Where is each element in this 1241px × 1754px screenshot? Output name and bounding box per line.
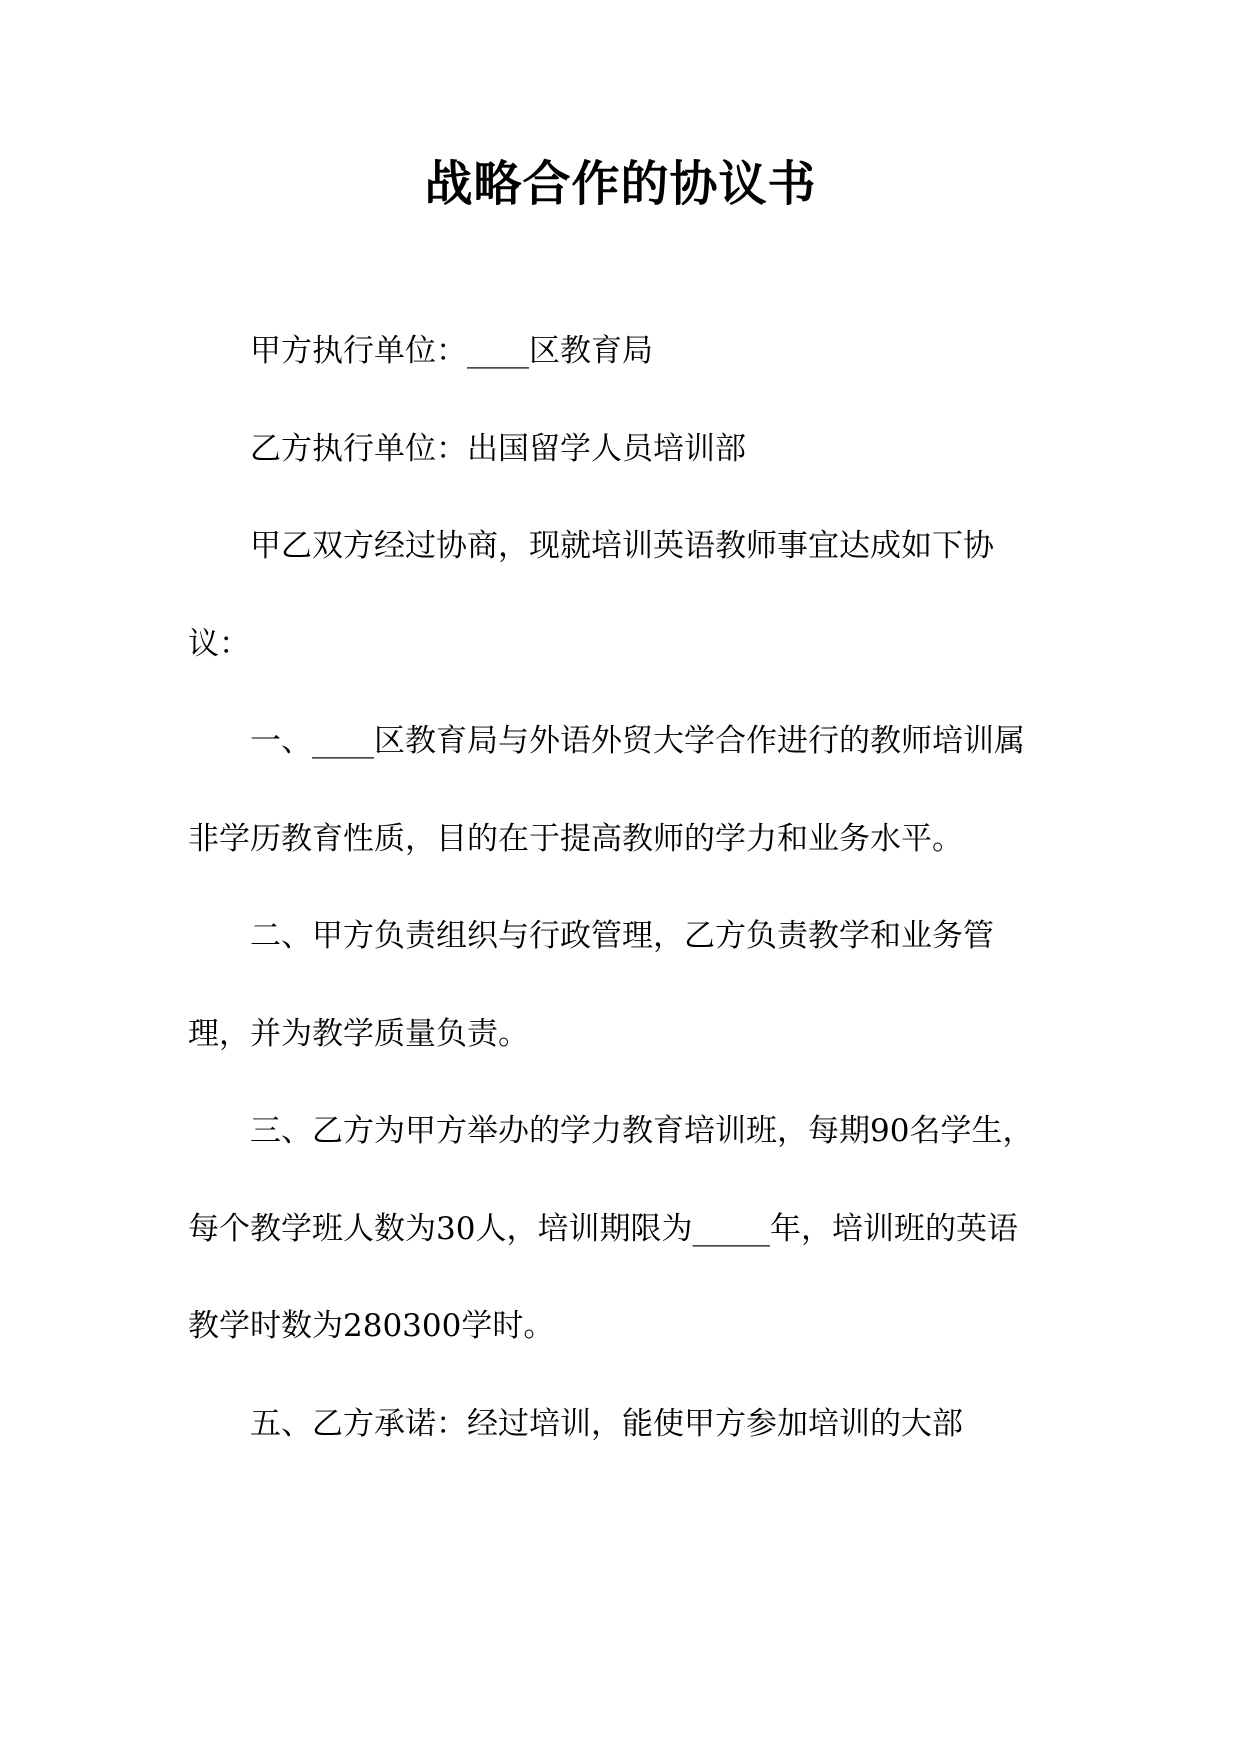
document-title: 战略合作的协议书 — [424, 156, 817, 212]
paragraph-clause-5: 五、乙方承诺：经过培训，能使甲方参加培训的大部 — [250, 1405, 963, 1442]
paragraph-clause-3: 三、乙方为甲方举办的学力教育培训班，每期90名学生，每个教学班人数为30人，培训期限为_____年，培训班的英语教学时数为280300学时。 — [188, 1113, 1034, 1344]
paragraph-intro: 甲乙双方经过协商，现就培训英语教师事宜达成如下协议： — [188, 528, 994, 662]
document-body — [188, 303, 1038, 1473]
paragraph-clause-2: 二、甲方负责组织与行政管理，乙方负责教学和业务管理，并为教学质量负责。 — [188, 918, 994, 1052]
paragraph-party-a: 甲方执行单位：____区教育局 — [250, 333, 653, 369]
paragraph-party-b: 乙方执行单位：出国留学人员培训部 — [250, 430, 746, 467]
paragraph-clause-1: 一、____区教育局与外语外贸大学合作进行的教师培训属非学历教育性质，目的在于提高教师的学力和业务水平。 — [188, 723, 1025, 857]
